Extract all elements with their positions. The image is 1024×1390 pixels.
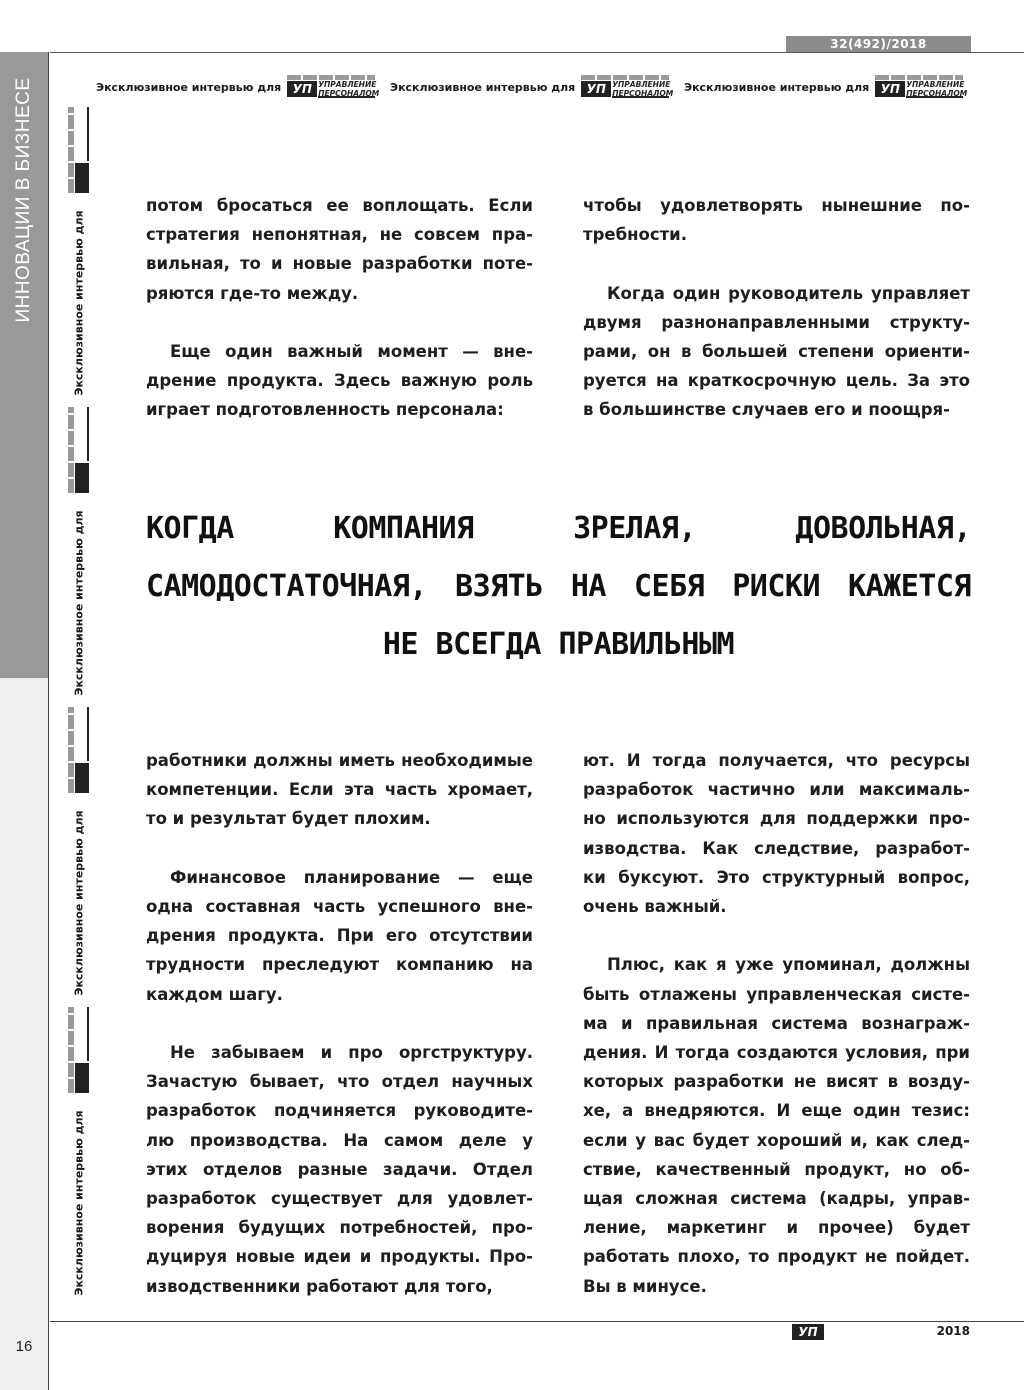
paragraph	[583, 746, 970, 921]
text-line: потом бросаться ее воплощать. Если	[146, 196, 533, 215]
text-line: каждом шагу.	[146, 984, 283, 1004]
text-line: Плюс, как я уже упоминал, должны	[607, 955, 970, 975]
text-line: изводства. Как следствие, разработ-	[583, 838, 970, 858]
text-line: компетенции. Если эта часть хромает,	[146, 780, 533, 800]
paragraph	[146, 1038, 533, 1301]
text-line: Вы в минусе.	[583, 1276, 707, 1296]
text-line: хе, а внедряются. И еще один тезис:	[583, 1101, 970, 1121]
magazine-logo	[68, 107, 90, 193]
promo-banner-2	[390, 74, 674, 100]
text-line: если у вас будет хороший и, как след-	[583, 1130, 970, 1150]
page-number: 16	[15, 1338, 33, 1355]
text-line: ствие, качественный продукт, но об-	[583, 1159, 970, 1179]
column-lower-right	[583, 746, 970, 1301]
promo-label: Эксклюзивное интервью для	[72, 810, 86, 996]
vertical-promo-3	[67, 705, 91, 1005]
promo-label: Эксклюзивное интервью для	[72, 510, 86, 696]
text-line: Не забываем и про оргструктуру.	[170, 1043, 533, 1062]
text-line: рами, он в большей степени ориенти-	[583, 342, 970, 361]
pull-quote	[146, 500, 971, 674]
text-line: разработок существует для удовлет-	[146, 1189, 533, 1209]
text-line: щая сложная система (кадры, управ-	[583, 1189, 970, 1209]
paragraph	[583, 279, 970, 425]
text-line: ют. И тогда получается, что ресурсы	[583, 751, 970, 770]
promo-label: Эксклюзивное интервью для	[96, 80, 282, 94]
issue-number: 32(492)/2018	[786, 36, 971, 52]
text-line: быть отлажены управленческая систе-	[583, 984, 970, 1004]
text-line: дрения продукта. При его отсутствии	[146, 926, 533, 946]
text-line: требности.	[583, 225, 687, 245]
text-line: разработок частично или максималь-	[583, 780, 970, 800]
text-line: одна составная часть успешного вне-	[146, 897, 533, 916]
column-lower-left	[146, 746, 533, 1301]
text-line: дуцируя новые идеи и продукты. Про-	[146, 1247, 533, 1267]
promo-label: Эксклюзивное интервью для	[390, 80, 576, 94]
column-upper-right	[583, 191, 970, 425]
vertical-promo-2	[67, 405, 91, 705]
pull-quote-line: КОГДА КОМПАНИЯ ЗРЕЛАЯ, ДОВОЛЬНАЯ,	[146, 511, 971, 546]
text-line: Финансовое планирование — еще	[170, 867, 533, 887]
text-line: лю производства. На самом деле у	[146, 1130, 533, 1150]
text-line: работать плохо, то продукт не пойдет.	[583, 1247, 970, 1267]
promo-banner-3	[684, 74, 968, 100]
text-line: играет подготовленность персонала:	[146, 400, 504, 420]
text-line: дения. И тогда создаются условия, при	[583, 1043, 970, 1063]
magazine-logo: УП УПРАВЛЕНИЕ ПЕРСОНАЛОМ	[875, 75, 963, 99]
text-line: трудности преследуют компанию на	[146, 955, 533, 975]
magazine-logo: УП УПРАВЛЕНИЕ ПЕРСОНАЛОМ	[287, 75, 375, 99]
text-line: ворения будущих потребностей, про-	[146, 1218, 533, 1238]
text-line: очень важный.	[583, 897, 727, 917]
text-line: Когда один руководитель управляет	[607, 283, 970, 303]
magazine-logo	[68, 407, 90, 493]
text-line: ки буксуют. Это структурный вопрос,	[583, 867, 970, 887]
text-line: этих отделов разные задачи. Отдел	[146, 1159, 533, 1179]
promo-label: Эксклюзивное интервью для	[684, 80, 870, 94]
paragraph	[146, 863, 533, 1009]
paragraph	[146, 337, 533, 425]
footer-year: 2018	[936, 1324, 970, 1338]
text-line: двумя разнонаправленными структу-	[583, 312, 970, 332]
text-line: изводственники работают для того,	[146, 1276, 493, 1296]
text-line: ление, маркетинг и прочее) будет	[583, 1218, 970, 1238]
text-line: которых разработки не висят в возду-	[583, 1072, 970, 1092]
text-line: то и результат будет плохим.	[146, 809, 431, 829]
header-rule	[50, 52, 1024, 53]
pull-quote-line: САМОДОСТАТОЧНАЯ, ВЗЯТЬ НА СЕБЯ РИСКИ КАЖЕТСЯ	[146, 569, 971, 604]
magazine-logo	[68, 1007, 90, 1093]
paragraph	[583, 191, 970, 249]
magazine-logo	[68, 707, 90, 793]
text-line: разработок подчиняется руководите-	[146, 1101, 533, 1121]
text-line: стратегия непонятная, не совсем пра-	[146, 225, 533, 245]
text-line: в большинстве случаев его и поощря-	[583, 400, 950, 420]
vertical-promo-4	[67, 1005, 91, 1305]
text-line: руется на краткосрочную цель. За это	[583, 371, 970, 391]
text-line: работники должны иметь необходимые	[146, 751, 533, 770]
text-line: вильная, то и новые разработки поте-	[146, 254, 533, 274]
section-title: ИННОВАЦИИ В БИЗНЕСЕ	[13, 77, 34, 323]
footer-logo: УП	[792, 1324, 824, 1340]
column-upper-left	[146, 191, 533, 425]
text-line: Еще один важный момент — вне-	[170, 342, 533, 361]
promo-banner-1	[96, 74, 380, 100]
promo-label: Эксклюзивное интервью для	[72, 1110, 86, 1296]
promo-label: Эксклюзивное интервью для	[72, 210, 86, 396]
text-line: чтобы удовлетворять нынешние по-	[583, 196, 970, 215]
sidebar-band-light	[0, 678, 48, 1390]
text-line: ряются где-то между.	[146, 283, 359, 303]
footer-rule	[50, 1321, 1024, 1322]
sidebar-rule	[48, 52, 49, 1390]
text-line: но используются для поддержки про-	[583, 809, 970, 829]
text-line: Зачастую бывает, что отдел научных	[146, 1072, 533, 1092]
text-line: ма и правильная система вознаграж-	[583, 1013, 970, 1033]
paragraph	[146, 191, 533, 308]
magazine-logo: УП УПРАВЛЕНИЕ ПЕРСОНАЛОМ	[581, 75, 669, 99]
pull-quote-line: НЕ ВСЕГДА ПРАВИЛЬНЫМ	[382, 627, 735, 662]
text-line: дрение продукта. Здесь важную роль	[146, 371, 533, 391]
paragraph	[583, 950, 970, 1300]
vertical-promo-1	[67, 105, 91, 405]
paragraph	[146, 746, 533, 834]
